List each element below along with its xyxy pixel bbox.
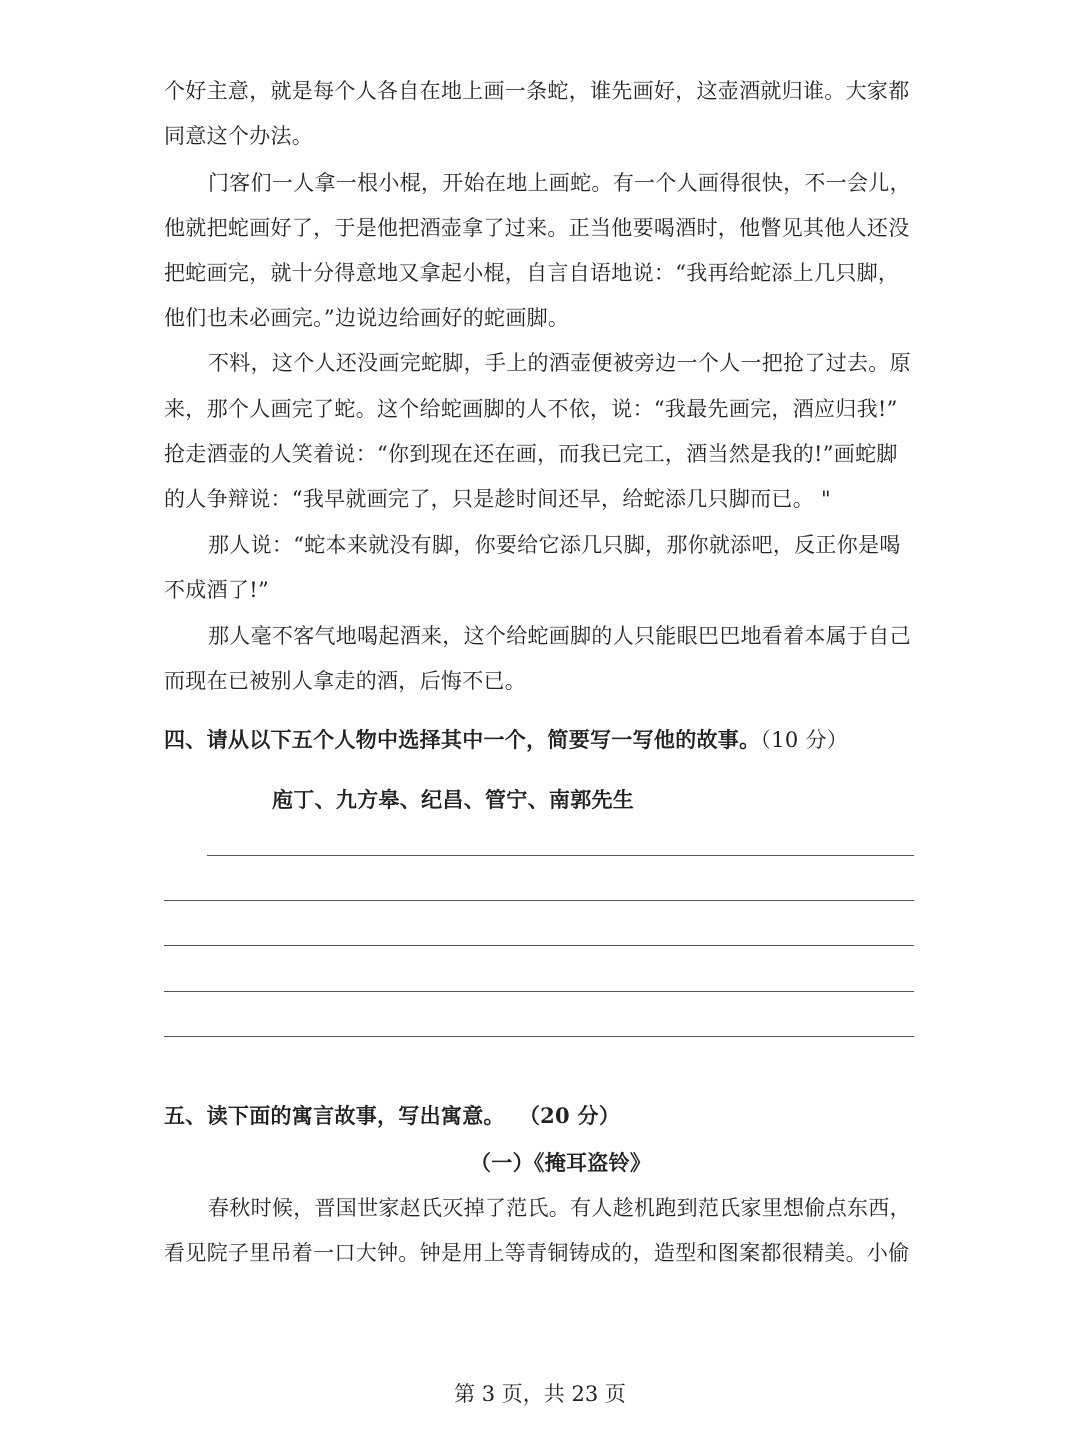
- story-title: （一）《掩耳盗铃》: [470, 1150, 652, 1175]
- passage-line: 门客们一人拿一根小棍，开始在地上画蛇。有一个人画得很快，不一会儿，: [208, 171, 911, 195]
- question-5-prompt: 五、读下面的寓言故事，写出寓意。: [164, 1103, 505, 1128]
- passage-line: 他们也未必画完。”边说边给画好的蛇画脚。: [164, 306, 570, 330]
- passage-line: 同意这个办法。: [164, 124, 314, 148]
- passage-line: 的人争辩说：“我早就画完了，只是趁时间还早，给蛇添几只脚而已。 ": [164, 487, 831, 511]
- question-5-heading: [164, 1101, 924, 1131]
- answer-line[interactable]: [164, 991, 914, 992]
- question-4-character-list: 庖丁、九方皋、纪昌、管宁、南郭先生: [272, 787, 635, 812]
- passage-line: 个好主意，就是每个人各自在地上画一条蛇，谁先画好，这壶酒就归谁。大家都: [164, 79, 910, 103]
- answer-line[interactable]: [164, 900, 914, 901]
- answer-line[interactable]: [164, 1036, 914, 1037]
- story-line: 春秋时候，晋国世家赵氏灭掉了范氏。有人趁机跑到范氏家里想偷点东西，: [208, 1196, 911, 1220]
- question-4-prompt: 四、请从以下五个人物中选择其中一个，简要写一写他的故事。: [164, 727, 761, 752]
- answer-line[interactable]: [164, 945, 914, 946]
- passage-line: 抢走酒壶的人笑着说：“你到现在还在画，而我已完工，酒当然是我的!”画蛇脚: [164, 442, 898, 466]
- passage-line: 把蛇画完，就十分得意地又拿起小棍，自言自语地说：“我再给蛇添上几只脚，: [164, 261, 900, 285]
- passage-line: 那人毫不客气地喝起酒来，这个给蛇画脚的人只能眼巴巴地看着本属于自己: [208, 624, 911, 648]
- passage-line: 那人说：“蛇本来就没有脚，你要给它添几只脚，那你就添吧，反正你是喝: [208, 533, 901, 557]
- passage-line: 而现在已被别人拿走的酒，后悔不已。: [164, 669, 527, 693]
- question-5-score: （20 分）: [518, 1103, 621, 1128]
- passage-line: 来，那个人画完了蛇。这个给蛇画脚的人不依，说：“我最先画完，酒应归我!”: [164, 397, 898, 421]
- answer-line[interactable]: [207, 855, 914, 856]
- page-number: 第 3 页，共 23 页: [454, 1382, 626, 1406]
- passage-line: 他就把蛇画好了，于是他把酒壶拿了过来。正当他要喝酒时，他瞥见其他人还没: [164, 216, 910, 240]
- passage-line: 不料，这个人还没画完蛇脚，手上的酒壶便被旁边一个人一把抢了过去。原: [208, 351, 911, 375]
- story-line: 看见院子里吊着一口大钟。钟是用上等青铜铸成的，造型和图案都很精美。小偷: [164, 1241, 910, 1265]
- passage-line: 不成酒了!”: [164, 578, 269, 602]
- question-4-score: （10 分）: [760, 728, 849, 752]
- question-4-heading: [164, 725, 924, 755]
